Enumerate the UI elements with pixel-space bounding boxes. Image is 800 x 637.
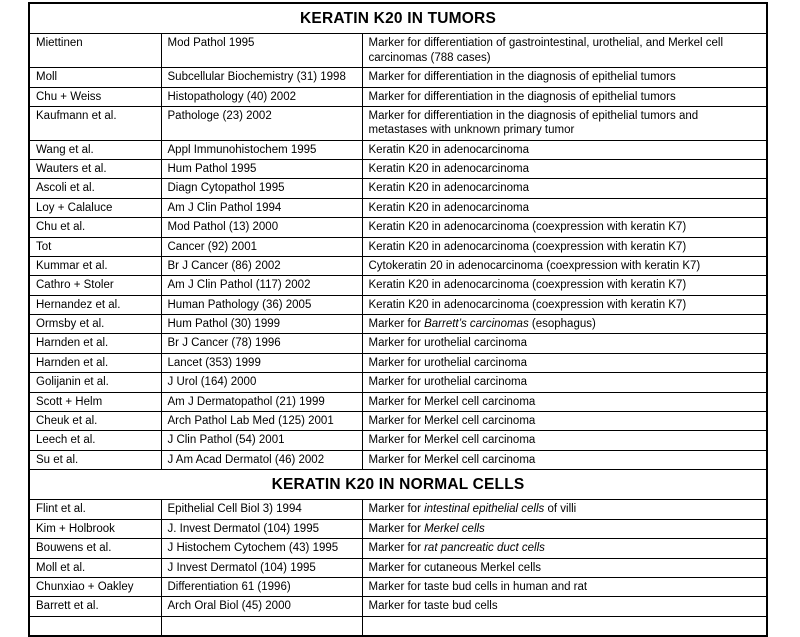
description-cell [362,392,767,411]
description-cell [362,539,767,558]
author-cell: Chunxiao + Oakley [29,577,161,596]
reference-cell: Mod Pathol 1995 [161,34,362,68]
table-row [29,577,767,596]
description-segment: Marker for urothelial carcinoma [368,356,528,369]
reference-cell: Am J Clin Pathol 1994 [161,198,362,217]
reference-cell: Mod Pathol (13) 2000 [161,218,362,237]
table-row [29,218,767,237]
table-row [29,450,767,469]
table-row [29,256,767,275]
description-segment: Marker for taste bud cells [368,600,498,613]
description-cell [362,353,767,372]
description-cell [362,295,767,314]
table-row [29,179,767,198]
description-segment: Marker for differentiation in the diagnosis of epithelial tumors [368,71,676,84]
description-segment: Marker for differentiation of gastrointestinal, urothelial, and Merkel cell carcinomas (788 cases) [368,37,724,64]
table-row [29,160,767,179]
reference-cell: Appl Immunohistochem 1995 [161,140,362,159]
reference-cell: Human Pathology (36) 2005 [161,295,362,314]
reference-cell: Br J Cancer (78) 1996 [161,334,362,353]
description-segment: Marker for taste bud cells in human and rat [368,580,588,593]
empty-cell [362,616,767,636]
description-cell [362,87,767,106]
table-row [29,539,767,558]
description-segment: Marker for Merkel cell carcinoma [368,395,536,408]
author-cell: Wauters et al. [29,160,161,179]
description-cell [362,276,767,295]
description-segment: Keratin K20 in adenocarcinoma (coexpression with keratin K7) [368,240,687,253]
description-cell [362,34,767,68]
section-title: KERATIN K20 IN TUMORS [29,3,767,34]
author-cell: Leech et al. [29,431,161,450]
table-row [29,353,767,372]
description-cell [362,68,767,87]
description-segment: Marker for urothelial carcinoma [368,376,528,389]
table-row [29,198,767,217]
author-cell: Chu et al. [29,218,161,237]
table-row [29,237,767,256]
section-title: KERATIN K20 IN NORMAL CELLS [29,470,767,500]
reference-cell: Diagn Cytopathol 1995 [161,179,362,198]
description-cell [362,519,767,538]
description-segment: Marker for [368,503,425,516]
author-cell: Ormsby et al. [29,315,161,334]
reference-cell: J Urol (164) 2000 [161,373,362,392]
description-cell [362,558,767,577]
description-cell [362,140,767,159]
section-header-row [29,3,767,34]
author-cell: Moll et al. [29,558,161,577]
section-header-row [29,470,767,500]
description-segment: Keratin K20 in adenocarcinoma [368,163,529,175]
author-cell: Su et al. [29,450,161,469]
description-cell [362,334,767,353]
reference-cell: Arch Oral Biol (45) 2000 [161,597,362,616]
description-segment: Marker for differentiation in the diagnosis of epithelial tumors [368,90,676,103]
table-row [29,276,767,295]
description-segment-italic: Merkel cells [424,522,485,535]
reference-cell: Am J Dermatopathol (21) 1999 [161,392,362,411]
description-cell [362,179,767,198]
author-cell: Golijanin et al. [29,373,161,392]
table-row [29,140,767,159]
table-row [29,334,767,353]
author-cell: Ascoli et al. [29,179,161,198]
table-row [29,558,767,577]
description-cell [362,373,767,392]
description-cell [362,411,767,430]
description-segment: Keratin K20 in adenocarcinoma [368,143,529,156]
keratin-k20-table [28,2,768,637]
description-segment: of villi [544,503,577,516]
reference-cell: J Histochem Cytochem (43) 1995 [161,539,362,558]
author-cell: Cheuk et al. [29,411,161,430]
reference-cell: Br J Cancer (86) 2002 [161,256,362,275]
description-segment-italic: rat pancreatic duct cells [424,542,545,555]
reference-cell: Epithelial Cell Biol 3) 1994 [161,500,362,519]
table-row [29,519,767,538]
author-cell: Scott + Helm [29,392,161,411]
reference-cell: Am J Clin Pathol (117) 2002 [161,276,362,295]
author-cell: Cathro + Stoler [29,276,161,295]
table-row [29,315,767,334]
description-segment: Marker for cutaneous Merkel cells [368,561,542,574]
description-segment: Cytokeratin 20 in adenocarcinoma (coexpression with keratin K7) [368,259,701,272]
description-segment: Keratin K20 in adenocarcinoma (coexpression with keratin K7) [368,221,687,234]
description-segment: Marker for urothelial carcinoma [368,337,528,350]
reference-cell: Hum Pathol 1995 [161,160,362,179]
table-row [29,295,767,314]
table-row [29,392,767,411]
author-cell: Flint et al. [29,500,161,519]
description-cell [362,218,767,237]
reference-cell: J Clin Pathol (54) 2001 [161,431,362,450]
description-cell [362,160,767,179]
reference-cell: Hum Pathol (30) 1999 [161,315,362,334]
author-cell: Kim + Holbrook [29,519,161,538]
table-row [29,500,767,519]
description-cell [362,315,767,334]
author-cell: Tot [29,237,161,256]
description-segment-italic: intestinal epithelial cells [424,503,545,516]
table-row [29,34,767,68]
reference-cell: J. Invest Dermatol (104) 1995 [161,519,362,538]
table-row-partial [29,616,767,636]
empty-cell [29,616,161,636]
author-cell: Bouwens et al. [29,539,161,558]
table-row [29,68,767,87]
table-row [29,411,767,430]
reference-cell: Lancet (353) 1999 [161,353,362,372]
description-segment: Keratin K20 in adenocarcinoma (coexpression with keratin K7) [368,279,687,292]
description-cell [362,500,767,519]
author-cell: Harnden et al. [29,334,161,353]
description-cell [362,106,767,140]
description-segment: Keratin K20 in adenocarcinoma [368,201,529,214]
description-segment: Marker for Merkel cell carcinoma [368,414,536,427]
description-segment-italic: Barrett’s carcinomas [424,318,529,330]
empty-cell [161,616,362,636]
table-row [29,106,767,140]
table-row [29,431,767,450]
description-segment: Marker for [368,522,425,535]
reference-cell: J Am Acad Dermatol (46) 2002 [161,450,362,469]
document-page [28,2,768,637]
author-cell: Miettinen [29,34,161,68]
author-cell: Hernandez et al. [29,295,161,314]
table-row [29,373,767,392]
description-segment: Marker for differentiation in the diagnosis of epithelial tumors and metastases with unknown primary tumor [368,109,699,137]
author-cell: Kaufmann et al. [29,106,161,140]
author-cell: Loy + Calaluce [29,198,161,217]
reference-cell: Histopathology (40) 2002 [161,87,362,106]
author-cell: Barrett et al. [29,597,161,616]
description-cell [362,577,767,596]
author-cell: Chu + Weiss [29,87,161,106]
description-cell [362,450,767,469]
reference-cell: Pathologe (23) 2002 [161,106,362,140]
description-segment: Keratin K20 in adenocarcinoma [368,182,529,195]
description-segment: Marker for [368,542,425,555]
description-cell [362,237,767,256]
description-cell [362,431,767,450]
description-segment: (esophagus) [528,318,596,330]
reference-cell: J Invest Dermatol (104) 1995 [161,558,362,577]
table-row [29,87,767,106]
description-segment: Marker for [368,318,425,330]
description-cell [362,256,767,275]
author-cell: Kummar et al. [29,256,161,275]
description-segment: Keratin K20 in adenocarcinoma (coexpression with keratin K7) [368,298,687,311]
reference-cell: Subcellular Biochemistry (31) 1998 [161,68,362,87]
reference-cell: Differentiation 61 (1996) [161,577,362,596]
reference-cell: Cancer (92) 2001 [161,237,362,256]
table-body [29,3,767,636]
author-cell: Harnden et al. [29,353,161,372]
author-cell: Moll [29,68,161,87]
description-segment: Marker for Merkel cell carcinoma [368,453,536,466]
author-cell: Wang et al. [29,140,161,159]
description-cell [362,198,767,217]
description-segment: Marker for Merkel cell carcinoma [368,434,536,447]
reference-cell: Arch Pathol Lab Med (125) 2001 [161,411,362,430]
